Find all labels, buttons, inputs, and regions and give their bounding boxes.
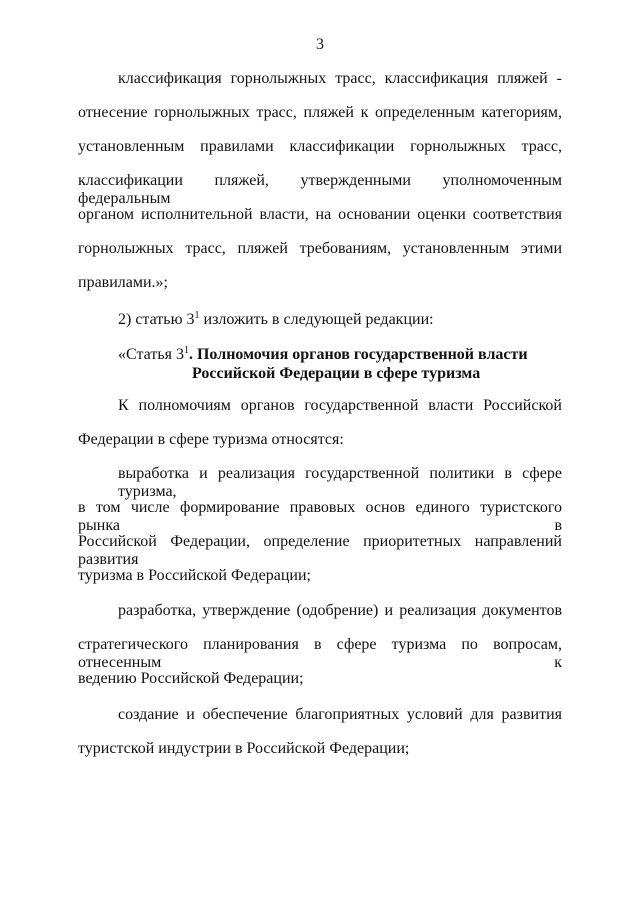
text-line: разработка, утверждение (одобрение) и реализация документов <box>118 602 562 619</box>
item-2-line <box>118 311 562 329</box>
article-superscript: 1 <box>183 345 189 356</box>
text-line: органом исполнительной власти, на основании оценки соответствия <box>78 206 562 223</box>
text-line: установленным правилами классификации горнолыжных трасс, <box>78 138 562 155</box>
text-line: Российской Федерации, определение приоритетных направлений развития <box>78 533 562 568</box>
page-number: 3 <box>316 36 324 53</box>
text-line: горнолыжных трасс, пляжей требованиям, установленным этими <box>78 240 562 257</box>
text-line: создание и обеспечение благоприятных условий для развития <box>118 706 562 723</box>
text-line: правилами.»; <box>78 274 168 291</box>
text-line: ведению Российской Федерации; <box>78 670 304 687</box>
text-line: классификации пляжей, утвержденными уполномоченным федеральным <box>78 172 562 207</box>
text-line: туризма в Российской Федерации; <box>78 567 311 584</box>
article-prefix: «Статья 3 <box>118 346 184 363</box>
text-line: Федерации в сфере туризма относятся: <box>78 431 344 448</box>
item-2-prefix: 2) статью 3 <box>118 311 195 328</box>
text-line: классификация горнолыжных трасс, классификация пляжей - <box>118 70 562 87</box>
article-title-line-2: Российской Федерации в сфере туризма <box>192 365 481 382</box>
article-title-line-1: . Полномочия органов государственной власти <box>188 346 528 363</box>
text-line: отнесение горнолыжных трасс, пляжей к определенным категориям, <box>78 104 562 121</box>
item-2-suffix: изложить в следующей редакции: <box>199 311 434 328</box>
article-heading <box>118 345 562 382</box>
text-line: стратегического планирования в сфере туризма по вопросам, отнесенным к <box>78 636 562 671</box>
item-2-superscript: 1 <box>194 310 200 321</box>
text-line: К полномочиям органов государственной власти Российской <box>118 397 562 414</box>
text-line: туристской индустрии в Российской Федерации; <box>78 740 410 757</box>
text-line: выработка и реализация государственной политики в сфере туризма, <box>118 465 562 500</box>
text-line: в том числе формирование правовых основ единого туристского рынка в <box>78 499 562 534</box>
